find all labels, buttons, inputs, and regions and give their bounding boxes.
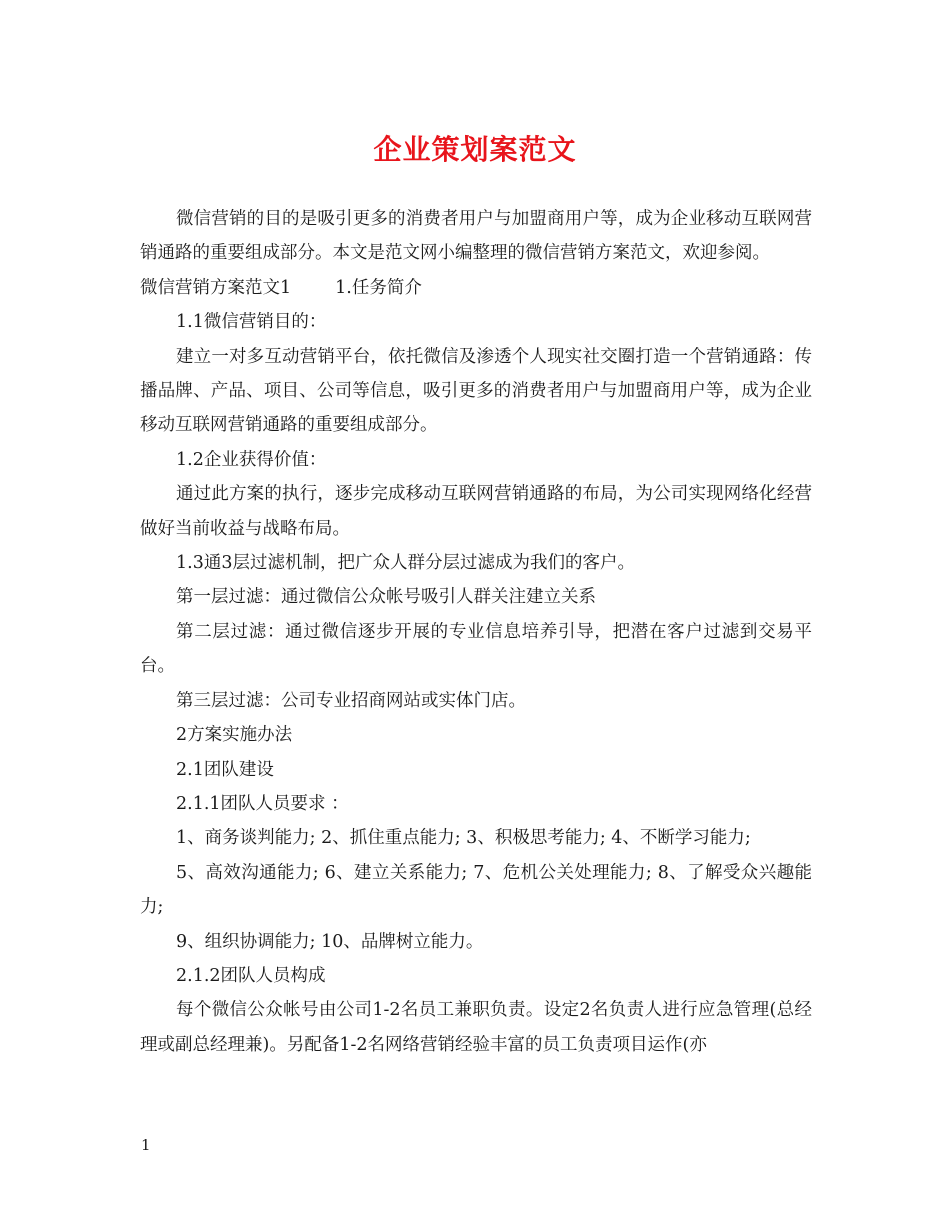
paragraph: 5、高效沟通能力; 6、建立关系能力; 7、危机公关处理能力; 8、了解受众兴趣能力;	[140, 862, 812, 918]
page-number: 1	[141, 1136, 151, 1154]
heading-left: 微信营销方案范文1	[140, 277, 292, 298]
section-heading-line	[140, 271, 812, 305]
paragraph: 9、组织协调能力; 10、品牌树立能力。	[176, 931, 484, 952]
paragraph: 第三层过滤：公司专业招商网站或实体门店。	[176, 690, 526, 711]
paragraph: 2.1.1团队人员要求 ：	[176, 793, 349, 814]
paragraph: 第一层过滤：通过微信公众帐号吸引人群关注建立关系	[176, 587, 596, 608]
paragraph: 1、商务谈判能力; 2、抓住重点能力; 3、积极思考能力; 4、不断学习能力;	[176, 828, 751, 849]
paragraph: 2.1团队建设	[176, 759, 274, 780]
intro-paragraph: 微信营销的目的是吸引更多的消费者用户与加盟商用户等，成为企业移动互联网营销通路的重要组成部分。本文是范文网小编整理的微信营销方案范文，欢迎参阅。	[140, 209, 812, 264]
paragraph: 通过此方案的执行，逐步完成移动互联网营销通路的布局，为公司实现网络化经营做好当前收益与战略布局。	[140, 484, 812, 539]
paragraph: 1.2企业获得价值：	[176, 449, 327, 470]
document-body	[140, 202, 812, 1062]
paragraph: 1.3通3层过滤机制，把广众人群分层过滤成为我们的客户。	[176, 553, 635, 574]
heading-right: 1.任务简介	[335, 277, 422, 298]
paragraph: 1.1微信营销目的：	[176, 312, 327, 333]
paragraph: 2方案实施办法	[176, 725, 293, 746]
document-title: 企业策划案范文	[373, 133, 577, 166]
paragraph: 每个微信公众帐号由公司1-2名员工兼职负责。设定2名负责人进行应急管理(总经理或副总经理兼)。另配备1-2名网络营销经验丰富的员工负责项目运作(亦	[140, 1000, 812, 1055]
paragraph: 2.1.2团队人员构成	[176, 965, 326, 986]
paragraph: 第二层过滤：通过微信逐步开展的专业信息培养引导，把潜在客户过滤到交易平台。	[140, 621, 812, 677]
paragraph: 建立一对多互动营销平台，依托微信及渗透个人现实社交圈打造一个营销通路：传播品牌、产品、项目、公司等信息，吸引更多的消费者用户与加盟商用户等，成为企业移动互联网营销通路的重要组成部分。	[140, 346, 812, 436]
